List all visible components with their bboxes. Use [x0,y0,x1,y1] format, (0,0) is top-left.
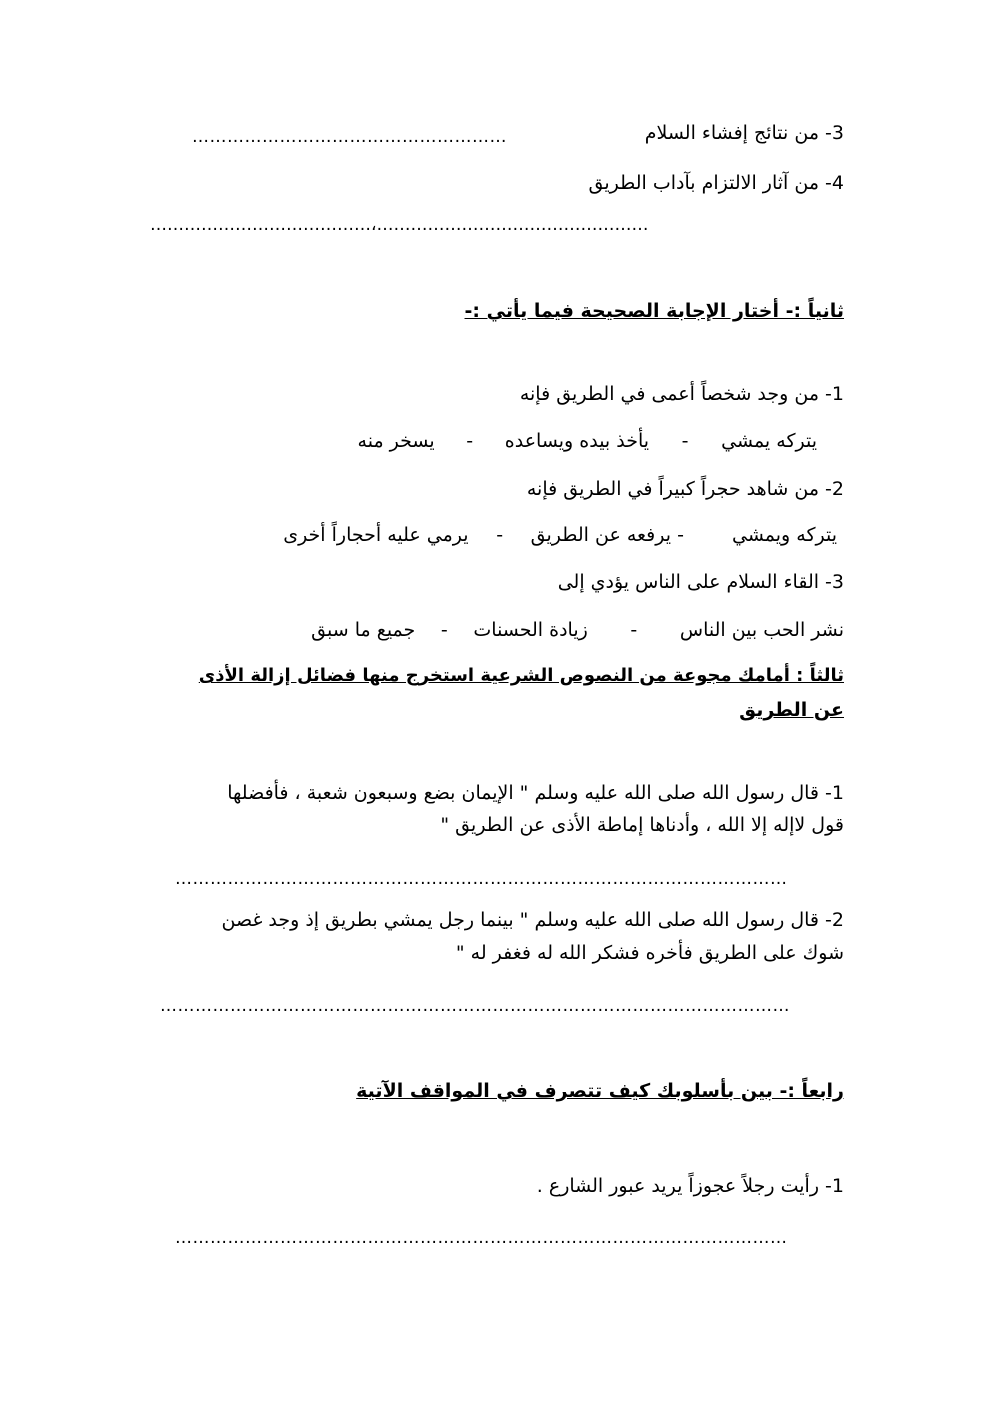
text-2-line1: 2- قال رسول الله صلى الله عليه وسلم " بينما رجل يمشي بطريق إذ وجد غصن [221,909,844,931]
mcq-3-question: 3- القاء السلام على الناس يؤدي إلى [557,571,844,593]
answer-dots-4: …………………………………،………………………………………… [150,215,649,235]
answer-dots-3: ……………………………………………… [192,127,507,147]
text-1-line2: قول لاإله إلا الله ، وأدناها إماطة الأذى عن الطريق " [440,814,844,836]
mcq-2-option-a[interactable]: يتركه ويمشي [731,524,837,546]
mcq-3-option-b[interactable]: زيادة الحسنات [473,619,588,641]
answer-dots-situation-1: …………………………………………………………………………………………… [175,1228,788,1248]
mcq-1-option-b[interactable]: يأخذ بيده ويساعده [504,430,650,452]
text-1-line1: 1- قال رسول الله صلى الله عليه وسلم " الإيمان بضع وسبعون شعبة ، فأفضلها [227,782,844,804]
separator: - [496,524,504,546]
section-four-heading: رابعاً :- بين بأسلوبك كيف تتصرف في المواقف الآتية [356,1080,844,1102]
mcq-3-options [311,617,844,643]
separator: - [630,619,638,641]
answer-dots-text-1: …………………………………………………………………………………………… [175,869,788,889]
separator: - [466,430,474,452]
section-three-heading-line2: عن الطريق [739,699,844,721]
mcq-1-option-c[interactable]: يسخر منه [357,430,435,452]
mcq-3-option-a[interactable]: نشر الحب بين الناس [679,619,844,641]
mcq-2-options [283,522,837,548]
mcq-2-option-b[interactable]: - يرفعه عن الطريق [530,524,684,546]
section-three-heading-line1: ثالثاً : أمامك مجوعة من النصوص الشرعية استخرج منها فضائل إزالة الأذى [198,665,844,686]
situation-1: 1- رأيت رجلاً عجوزاً يريد عبور الشارع . [536,1175,844,1197]
question-4 [589,170,844,196]
separator: - [681,430,689,452]
question-4-text: 4- من آثار الالتزام بآداب الطريق [588,172,844,194]
separator: - [440,619,448,641]
mcq-1-question: 1- من وجد شخصاً أعمى في الطريق فإنه [519,383,844,405]
mcq-1-options [358,428,817,454]
question-3 [645,120,844,146]
section-two-heading: ثانياً :- أختار الإجابة الصحيحة فيما يأتي :- [464,300,844,322]
mcq-3-option-c[interactable]: جميع ما سبق [311,619,416,641]
mcq-2-option-c[interactable]: يرمي عليه أحجاراً أخرى [283,524,469,546]
answer-dots-text-2: ……………………………………………………………………………………………… [160,996,790,1016]
text-2-line2: شوك على الطريق فأخره فشكر الله له فغفر له " [455,942,844,964]
question-3-text: 3- من نتائج إفشاء السلام [644,122,844,144]
mcq-1-option-a[interactable]: يتركه يمشي [721,430,817,452]
mcq-2-question: 2- من شاهد حجراً كبيراً في الطريق فإنه [526,478,844,500]
